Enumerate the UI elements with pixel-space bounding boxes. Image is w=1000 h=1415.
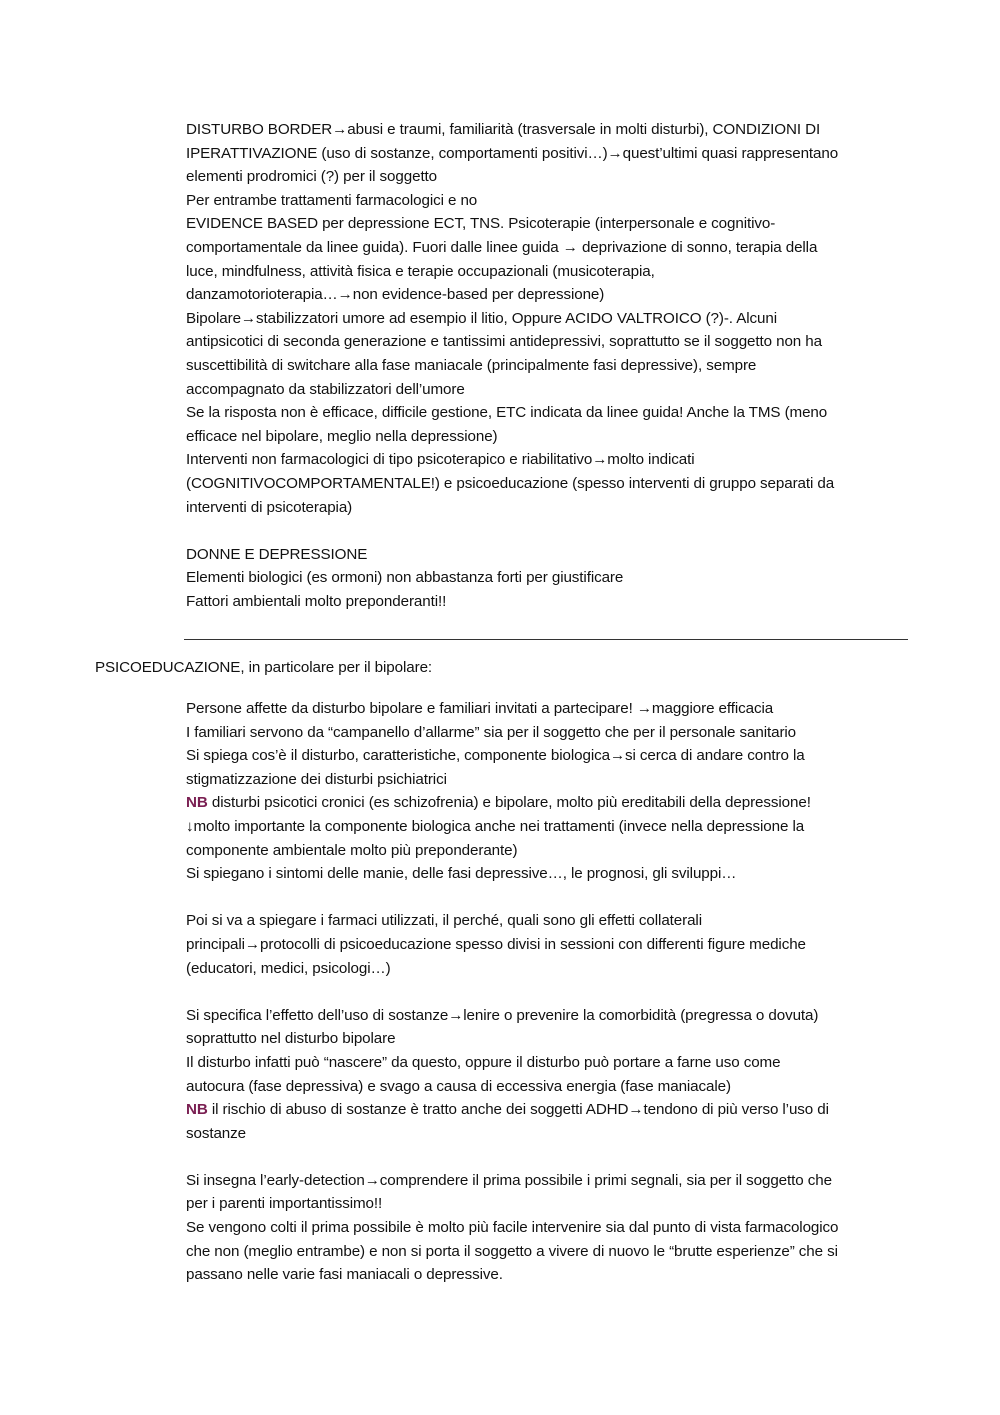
text-line: accompagnato da stabilizzatori dell’umore [186, 380, 465, 398]
text-line: ↓molto importante la componente biologica anche nei trattamenti (invece nella depressione la [186, 817, 805, 835]
notes-section-psicoeducazione [186, 697, 838, 1287]
text-line: principali→protocolli di psicoeducazione spesso divisi in sessioni con differenti figure mediche [186, 935, 806, 953]
horizontal-divider [184, 639, 908, 640]
blank-line [186, 1145, 838, 1169]
text-line: Se la risposta non è efficace, difficile gestione, ETC indicata da linee guida! Anche la TMS (meno [186, 404, 828, 422]
text-line: antipsicotici di seconda generazione e tantissimi antidepressivi, soprattutto se il soggetto non ha [186, 333, 822, 351]
text-line: Interventi non farmacologici di tipo psicoterapico e riabilitativo→molto indicati [186, 451, 695, 469]
text-line: Il disturbo infatti può “nascere” da questo, oppure il disturbo può portare a farne uso come [186, 1053, 781, 1071]
section-title: DONNE E DEPRESSIONE [186, 545, 368, 563]
blank-line [186, 519, 838, 543]
text-line: elementi prodromici (?) per il soggetto [186, 168, 438, 186]
text-line: sostanze [186, 1124, 246, 1142]
text-line: Se vengono colti il prima possibile è molto più facile intervenire sia dal punto di vista farmacologico [186, 1219, 839, 1237]
text-line: Per entrambe trattamenti farmacologici e no [186, 191, 478, 209]
text-line: Si specifica l’effetto dell’uso di sostanze→lenire o prevenire la comorbidità (pregressa o dovuta) [186, 1006, 819, 1024]
text-line: suscettibilità di switchare alla fase maniacale (principalmente fasi depressive), sempre [186, 356, 757, 374]
notes-section-1 [186, 118, 838, 613]
text-line: Bipolare→stabilizzatori umore ad esempio il litio, Oppure ACIDO VALTROICO (?)-. Alcuni [186, 309, 777, 327]
text-line: interventi di psicoterapia) [186, 498, 353, 516]
text-line: Elementi biologici (es ormoni) non abbastanza forti per giustificare [186, 569, 624, 587]
text-line: luce, mindfulness, attività fisica e terapie occupazionali (musicoterapia, [186, 262, 655, 280]
text-line: (educatori, medici, psicologi…) [186, 959, 391, 977]
nb-label: NB [186, 1101, 208, 1119]
text-line: componente ambientale molto più preponderante) [186, 841, 518, 859]
text-line: che non (meglio entrambe) e non si porta il soggetto a vivere di nuovo le “brutte esperienze” che si [186, 1242, 838, 1260]
text-line: soprattutto nel disturbo bipolare [186, 1030, 396, 1048]
text-line: Poi si va a spiegare i farmaci utilizzati, il perché, quali sono gli effetti collaterali [186, 912, 702, 930]
text-line: IPERATTIVAZIONE (uso di sostanze, comportamenti positivi…)→quest’ultimi quasi rappresentano [186, 144, 839, 162]
psicoeducazione-heading: PSICOEDUCAZIONE, in particolare per il bipolare: [95, 659, 433, 676]
text-line: per i parenti importantissimo!! [186, 1195, 383, 1213]
text-line: stigmatizzazione dei disturbi psichiatrici [186, 770, 447, 788]
nb-label: NB [186, 794, 208, 812]
nb-text: il rischio di abuso di sostanze è tratto anche dei soggetti ADHD→tendono di più verso l’uso di [207, 1101, 829, 1119]
text-line: Persone affette da disturbo bipolare e familiari invitati a partecipare! →maggiore efficacia [186, 700, 774, 717]
nb-line [186, 1098, 838, 1122]
text-line: autocura (fase depressiva) e svago a causa di eccessiva energia (fase maniacale) [186, 1077, 731, 1095]
text-line: I familiari servono da “campanello d’allarme” sia per il soggetto che per il personale sanitario [186, 723, 797, 741]
text-line: DISTURBO BORDER→abusi e traumi, familiarità (trasversale in molti disturbi), CONDIZIONI DI [186, 121, 821, 138]
text-line: efficace nel bipolare, meglio nella depressione) [186, 427, 498, 445]
nb-line [186, 791, 838, 815]
text-line: Fattori ambientali molto preponderanti!! [186, 592, 447, 610]
text-line: EVIDENCE BASED per depressione ECT, TNS. Psicoterapie (interpersonale e cognitivo- [186, 215, 776, 233]
text-line: danzamotorioterapia…→non evidence-based per depressione) [186, 286, 605, 304]
text-line: Si spiegano i sintomi delle manie, delle fasi depressive…, le prognosi, gli sviluppi… [186, 865, 737, 883]
blank-line [186, 886, 838, 910]
text-line: (COGNITIVOCOMPORTAMENTALE!) e psicoeducazione (spesso interventi di gruppo separati da [186, 474, 835, 492]
text-line: Si spiega cos’è il disturbo, caratteristiche, componente biologica→si cerca di andare contro la [186, 747, 805, 765]
text-line: passano nelle varie fasi maniacali o depressive. [186, 1266, 503, 1284]
blank-line [186, 980, 838, 1004]
text-line: Si insegna l’early-detection→comprendere il prima possibile i primi segnali, sia per il soggetto che [186, 1171, 832, 1189]
nb-text: disturbi psicotici cronici (es schizofrenia) e bipolare, molto più ereditabili della depressione! [207, 794, 811, 812]
text-line: comportamentale da linee guida). Fuori dalle linee guida → deprivazione di sonno, terapia della [186, 238, 818, 256]
